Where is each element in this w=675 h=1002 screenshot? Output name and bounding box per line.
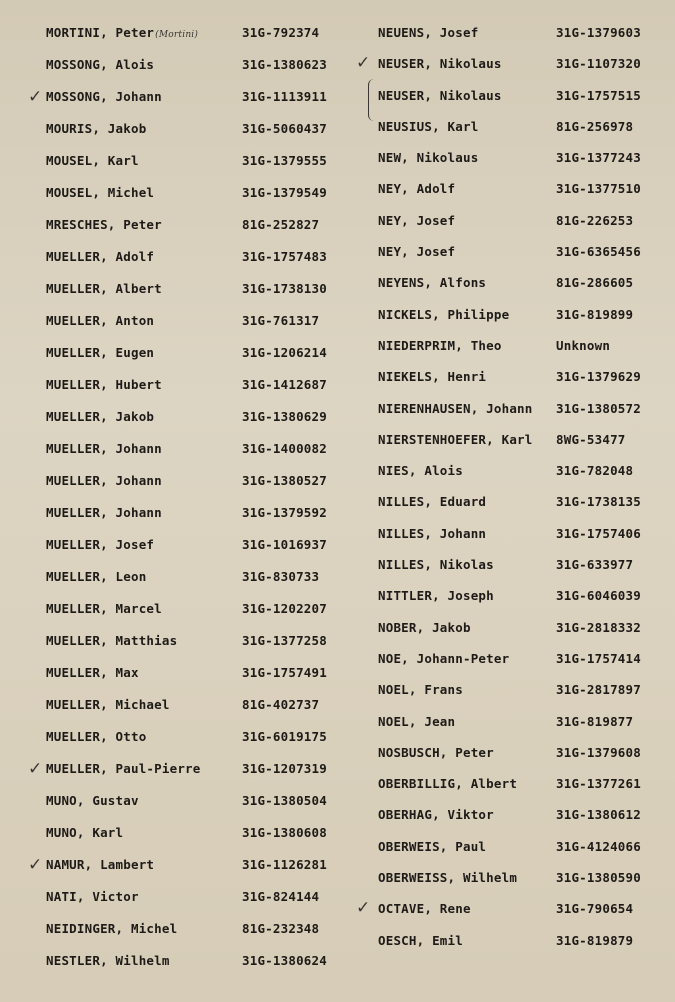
list-item bbox=[378, 486, 668, 517]
list-item bbox=[46, 465, 356, 497]
person-name-text: NEY, Josef bbox=[378, 212, 456, 228]
list-item bbox=[46, 593, 356, 625]
person-name bbox=[378, 455, 463, 486]
person-name-text: MUELLER, Michael bbox=[46, 697, 170, 712]
person-name-text: NAMUR, Lambert bbox=[46, 857, 155, 872]
list-item bbox=[378, 361, 668, 392]
list-item bbox=[46, 273, 356, 305]
person-name bbox=[46, 401, 154, 433]
person-name bbox=[378, 111, 478, 142]
serial-number: 31G-1380590 bbox=[556, 870, 641, 886]
list-item bbox=[378, 236, 668, 267]
person-name bbox=[46, 369, 162, 401]
serial-number: 81G-232348 bbox=[242, 921, 320, 936]
serial-number: 31G-1380527 bbox=[242, 473, 327, 488]
person-name-text: NEY, Josef bbox=[378, 244, 456, 260]
serial-number: 31G-1379603 bbox=[556, 25, 641, 40]
person-name bbox=[378, 299, 509, 330]
list-item bbox=[46, 561, 356, 593]
person-name-text: NIERSTENHOEFER, Karl bbox=[378, 431, 533, 447]
person-name bbox=[378, 205, 455, 236]
list-item bbox=[378, 17, 668, 48]
person-name-text: MUELLER, Leon bbox=[46, 569, 147, 584]
person-name bbox=[378, 862, 517, 893]
serial-number: 81G-402737 bbox=[242, 697, 320, 712]
serial-number: 31G-1107320 bbox=[556, 56, 641, 72]
person-name bbox=[46, 817, 123, 849]
list-item bbox=[46, 785, 356, 817]
person-name-text: NEY, Adolf bbox=[378, 181, 456, 197]
list-item bbox=[378, 612, 668, 643]
person-name-text: MOUSEL, Michel bbox=[46, 185, 155, 200]
person-name bbox=[46, 17, 198, 51]
person-name-text: NOEL, Jean bbox=[378, 713, 456, 729]
person-name bbox=[378, 706, 455, 737]
serial-number: 31G-4124066 bbox=[556, 838, 641, 854]
serial-number: 31G-1738130 bbox=[242, 281, 327, 296]
serial-number: 31G-1380624 bbox=[242, 953, 327, 968]
check-mark-icon: ✓ bbox=[356, 898, 371, 919]
list-item bbox=[356, 893, 668, 924]
person-name-text: MOSSONG, Alois bbox=[46, 57, 155, 72]
list-item bbox=[378, 80, 668, 111]
person-name-text: MUELLER, Matthias bbox=[46, 633, 178, 648]
serial-number: 31G-1380623 bbox=[242, 57, 327, 72]
serial-number: 31G-1016937 bbox=[242, 537, 327, 552]
person-name bbox=[378, 549, 494, 580]
serial-number: 31G-782048 bbox=[556, 463, 634, 479]
person-name bbox=[46, 881, 139, 913]
list-item bbox=[46, 49, 356, 81]
serial-number: 31G-790654 bbox=[556, 901, 634, 917]
person-name bbox=[46, 593, 162, 625]
serial-number: 81G-286605 bbox=[556, 275, 634, 291]
list-item bbox=[46, 689, 356, 721]
serial-number: 31G-1377510 bbox=[556, 181, 641, 197]
person-name-text: NESTLER, Wilhelm bbox=[46, 953, 170, 968]
serial-number: 31G-819899 bbox=[556, 306, 634, 322]
serial-number: 31G-2817897 bbox=[556, 682, 641, 698]
serial-number: 81G-226253 bbox=[556, 212, 634, 228]
list-item bbox=[46, 529, 356, 561]
person-name-text: MOURIS, Jakob bbox=[46, 121, 147, 136]
list-item bbox=[378, 737, 668, 768]
list-item bbox=[46, 17, 356, 49]
serial-number: 31G-1757515 bbox=[556, 87, 641, 103]
person-name-text: MUELLER, Marcel bbox=[46, 601, 162, 616]
person-name-text: MOUSEL, Karl bbox=[46, 153, 139, 168]
list-item bbox=[378, 580, 668, 611]
list-item bbox=[46, 657, 356, 689]
person-name-text: MUNO, Karl bbox=[46, 825, 124, 840]
person-name-text: NATI, Victor bbox=[46, 889, 139, 904]
list-item bbox=[378, 455, 668, 486]
person-name bbox=[46, 81, 162, 113]
list-item bbox=[46, 817, 356, 849]
person-name-text: NEW, Nikolaus bbox=[378, 150, 479, 166]
serial-number: 81G-252827 bbox=[242, 217, 320, 232]
list-item bbox=[378, 393, 668, 424]
list-item bbox=[46, 145, 356, 177]
person-name bbox=[378, 361, 486, 392]
person-name-text: MUELLER, Johann bbox=[46, 441, 162, 456]
list-item bbox=[378, 831, 668, 862]
person-name bbox=[378, 267, 486, 298]
list-item bbox=[28, 753, 356, 785]
person-name-text: NOE, Johann-Peter bbox=[378, 650, 510, 666]
list-item bbox=[378, 330, 668, 361]
serial-number: 31G-1380612 bbox=[556, 807, 641, 823]
serial-number: 31G-1757483 bbox=[242, 249, 327, 264]
serial-number: 31G-1377243 bbox=[556, 150, 641, 166]
serial-number: 31G-1400082 bbox=[242, 441, 327, 456]
person-name-text: NITTLER, Joseph bbox=[378, 588, 494, 604]
person-name-text: OBERWEISS, Wilhelm bbox=[378, 870, 518, 886]
person-name bbox=[46, 689, 170, 721]
person-name-text: NOBER, Jakob bbox=[378, 619, 471, 635]
person-name bbox=[378, 424, 533, 455]
list-item bbox=[46, 401, 356, 433]
person-name bbox=[378, 80, 502, 111]
list-item bbox=[46, 209, 356, 241]
person-name-text: MUELLER, Adolf bbox=[46, 249, 155, 264]
person-name-text: OBERHAG, Viktor bbox=[378, 807, 494, 823]
person-name bbox=[46, 529, 154, 561]
person-name-text: MUELLER, Johann bbox=[46, 473, 162, 488]
list-item bbox=[46, 945, 356, 977]
person-name bbox=[46, 305, 154, 337]
list-item bbox=[378, 205, 668, 236]
person-name-text: OESCH, Emil bbox=[378, 932, 463, 948]
list-item bbox=[378, 173, 668, 204]
person-name bbox=[378, 674, 463, 705]
person-name bbox=[46, 721, 146, 753]
person-name bbox=[46, 561, 146, 593]
serial-number: 31G-1113911 bbox=[242, 89, 327, 104]
person-name-text: MUELLER, Otto bbox=[46, 729, 147, 744]
list-item bbox=[46, 305, 356, 337]
person-name-text: MRESCHES, Peter bbox=[46, 217, 162, 232]
list-item bbox=[378, 549, 668, 580]
serial-number: 31G-1412687 bbox=[242, 377, 327, 392]
right-column bbox=[356, 17, 668, 956]
person-name-text: NEUENS, Josef bbox=[378, 25, 479, 40]
serial-number: 31G-1757491 bbox=[242, 665, 327, 680]
list-item bbox=[28, 81, 356, 113]
person-name-text: NEUSER, Nikolaus bbox=[378, 87, 502, 103]
serial-number: 8WG-53477 bbox=[556, 431, 626, 447]
person-name-text: MUNO, Gustav bbox=[46, 793, 139, 808]
list-item bbox=[46, 433, 356, 465]
person-name-text: NICKELS, Philippe bbox=[378, 306, 510, 322]
person-name bbox=[378, 643, 509, 674]
person-name bbox=[46, 849, 154, 881]
check-mark-icon: ✓ bbox=[28, 855, 43, 875]
person-name-text: NILLES, Eduard bbox=[378, 494, 487, 510]
check-mark-icon: ✓ bbox=[28, 87, 43, 107]
serial-number: 31G-6019175 bbox=[242, 729, 327, 744]
person-name-text: NEIDINGER, Michel bbox=[46, 921, 178, 936]
person-name bbox=[46, 785, 139, 817]
serial-number: 31G-824144 bbox=[242, 889, 320, 904]
serial-number: 31G-1126281 bbox=[242, 857, 327, 872]
person-name-text: MUELLER, Hubert bbox=[46, 377, 162, 392]
bracket-mark bbox=[368, 79, 377, 121]
person-name bbox=[378, 518, 486, 549]
serial-number: 31G-1377258 bbox=[242, 633, 327, 648]
person-name-text: NILLES, Johann bbox=[378, 525, 487, 541]
serial-number: 31G-830733 bbox=[242, 569, 320, 584]
serial-number: 31G-6365456 bbox=[556, 244, 641, 260]
check-mark-icon: ✓ bbox=[356, 53, 371, 74]
person-name bbox=[378, 893, 471, 924]
serial-number: 31G-633977 bbox=[556, 557, 634, 573]
person-name bbox=[378, 330, 502, 361]
serial-number: 31G-1379549 bbox=[242, 185, 327, 200]
person-name bbox=[46, 465, 162, 497]
serial-number: 31G-1757406 bbox=[556, 525, 641, 541]
person-name bbox=[378, 17, 478, 48]
person-name-text: MUELLER, Max bbox=[46, 665, 139, 680]
serial-number: 31G-1379592 bbox=[242, 505, 327, 520]
person-name-text: MORTINI, Peter bbox=[46, 25, 155, 40]
serial-number: 31G-1379608 bbox=[556, 744, 641, 760]
serial-number: 31G-1757414 bbox=[556, 650, 641, 666]
person-name bbox=[46, 145, 139, 177]
person-name-text: OBERBILLIG, Albert bbox=[378, 776, 518, 792]
person-name-text: MUELLER, Paul-Pierre bbox=[46, 761, 201, 776]
list-item bbox=[28, 849, 356, 881]
serial-number: 31G-1379629 bbox=[556, 369, 641, 385]
list-item bbox=[378, 142, 668, 173]
list-item bbox=[378, 518, 668, 549]
person-name-text: NEUSIUS, Karl bbox=[378, 118, 479, 134]
serial-number: 31G-1206214 bbox=[242, 345, 327, 360]
person-name bbox=[46, 273, 162, 305]
list-item bbox=[378, 799, 668, 830]
person-name bbox=[46, 49, 154, 81]
person-name bbox=[378, 486, 486, 517]
person-name bbox=[378, 831, 486, 862]
list-item bbox=[46, 369, 356, 401]
serial-number: 81G-256978 bbox=[556, 118, 634, 134]
list-item bbox=[46, 497, 356, 529]
person-name bbox=[46, 177, 154, 209]
list-item bbox=[46, 913, 356, 945]
list-item bbox=[378, 925, 668, 956]
person-name-text: NOEL, Frans bbox=[378, 682, 463, 698]
serial-number: 31G-792374 bbox=[242, 25, 320, 40]
person-name bbox=[46, 241, 154, 273]
list-item bbox=[378, 643, 668, 674]
serial-number: 31G-1380629 bbox=[242, 409, 327, 424]
person-name bbox=[378, 768, 517, 799]
list-item bbox=[378, 111, 668, 142]
list-item bbox=[378, 299, 668, 330]
serial-number: 31G-1207319 bbox=[242, 761, 327, 776]
person-name-text: MUELLER, Jakob bbox=[46, 409, 155, 424]
list-item bbox=[46, 177, 356, 209]
serial-number: 31G-819879 bbox=[556, 932, 634, 948]
person-name bbox=[378, 48, 502, 79]
person-name-text: NIEDERPRIM, Theo bbox=[378, 337, 502, 353]
person-name-text: NIES, Alois bbox=[378, 463, 463, 479]
person-name bbox=[46, 945, 170, 977]
person-name bbox=[46, 753, 201, 785]
person-name bbox=[46, 433, 162, 465]
person-name-text: MUELLER, Albert bbox=[46, 281, 162, 296]
list-item bbox=[46, 337, 356, 369]
person-name-text: MUELLER, Johann bbox=[46, 505, 162, 520]
person-name-text: NIEKELS, Henri bbox=[378, 369, 487, 385]
list-item bbox=[378, 706, 668, 737]
person-name bbox=[378, 393, 533, 424]
list-item bbox=[46, 113, 356, 145]
person-name bbox=[378, 173, 455, 204]
person-name-text: NOSBUSCH, Peter bbox=[378, 744, 494, 760]
person-name-text: MUELLER, Josef bbox=[46, 537, 155, 552]
person-name bbox=[46, 657, 139, 689]
person-name-text: NEUSER, Nikolaus bbox=[378, 56, 502, 72]
person-name bbox=[378, 737, 494, 768]
person-name-text: NILLES, Nikolas bbox=[378, 557, 494, 573]
list-item bbox=[378, 862, 668, 893]
person-name bbox=[46, 625, 177, 657]
check-mark-icon: ✓ bbox=[28, 759, 43, 779]
person-name-text: MOSSONG, Johann bbox=[46, 89, 162, 104]
person-name bbox=[46, 113, 146, 145]
left-column bbox=[28, 17, 356, 977]
person-name-text: NEYENS, Alfons bbox=[378, 275, 487, 291]
list-item bbox=[46, 881, 356, 913]
person-name-text: OBERWEIS, Paul bbox=[378, 838, 487, 854]
serial-number: 31G-761317 bbox=[242, 313, 320, 328]
serial-number: 31G-1738135 bbox=[556, 494, 641, 510]
serial-number: 31G-6046039 bbox=[556, 588, 641, 604]
serial-number: 31G-1380572 bbox=[556, 400, 641, 416]
person-name-text: MUELLER, Eugen bbox=[46, 345, 155, 360]
list-item bbox=[46, 241, 356, 273]
serial-number: 31G-1380608 bbox=[242, 825, 327, 840]
serial-number: 31G-1379555 bbox=[242, 153, 327, 168]
person-name bbox=[46, 497, 162, 529]
serial-number: 31G-2818332 bbox=[556, 619, 641, 635]
list-item bbox=[378, 768, 668, 799]
person-name bbox=[46, 913, 177, 945]
list-item bbox=[46, 721, 356, 753]
person-name bbox=[378, 580, 494, 611]
list-item bbox=[378, 267, 668, 298]
person-name bbox=[46, 337, 154, 369]
person-name bbox=[378, 925, 463, 956]
list-item bbox=[378, 674, 668, 705]
serial-number: 31G-1202207 bbox=[242, 601, 327, 616]
serial-number: 31G-1377261 bbox=[556, 776, 641, 792]
person-name-text: NIERENHAUSEN, Johann bbox=[378, 400, 533, 416]
list-item bbox=[46, 625, 356, 657]
serial-number: 31G-1380504 bbox=[242, 793, 327, 808]
person-name bbox=[378, 612, 471, 643]
person-name-text: MUELLER, Anton bbox=[46, 313, 155, 328]
handwritten-note: (Mortini) bbox=[155, 30, 199, 40]
serial-number: Unknown bbox=[556, 337, 611, 353]
person-name bbox=[46, 209, 162, 241]
person-name bbox=[378, 799, 494, 830]
serial-number: 31G-819877 bbox=[556, 713, 634, 729]
list-item bbox=[378, 424, 668, 455]
person-name bbox=[378, 142, 478, 173]
person-name-text: OCTAVE, Rene bbox=[378, 901, 471, 917]
serial-number: 31G-5060437 bbox=[242, 121, 327, 136]
list-item bbox=[356, 48, 668, 79]
person-name bbox=[378, 236, 455, 267]
